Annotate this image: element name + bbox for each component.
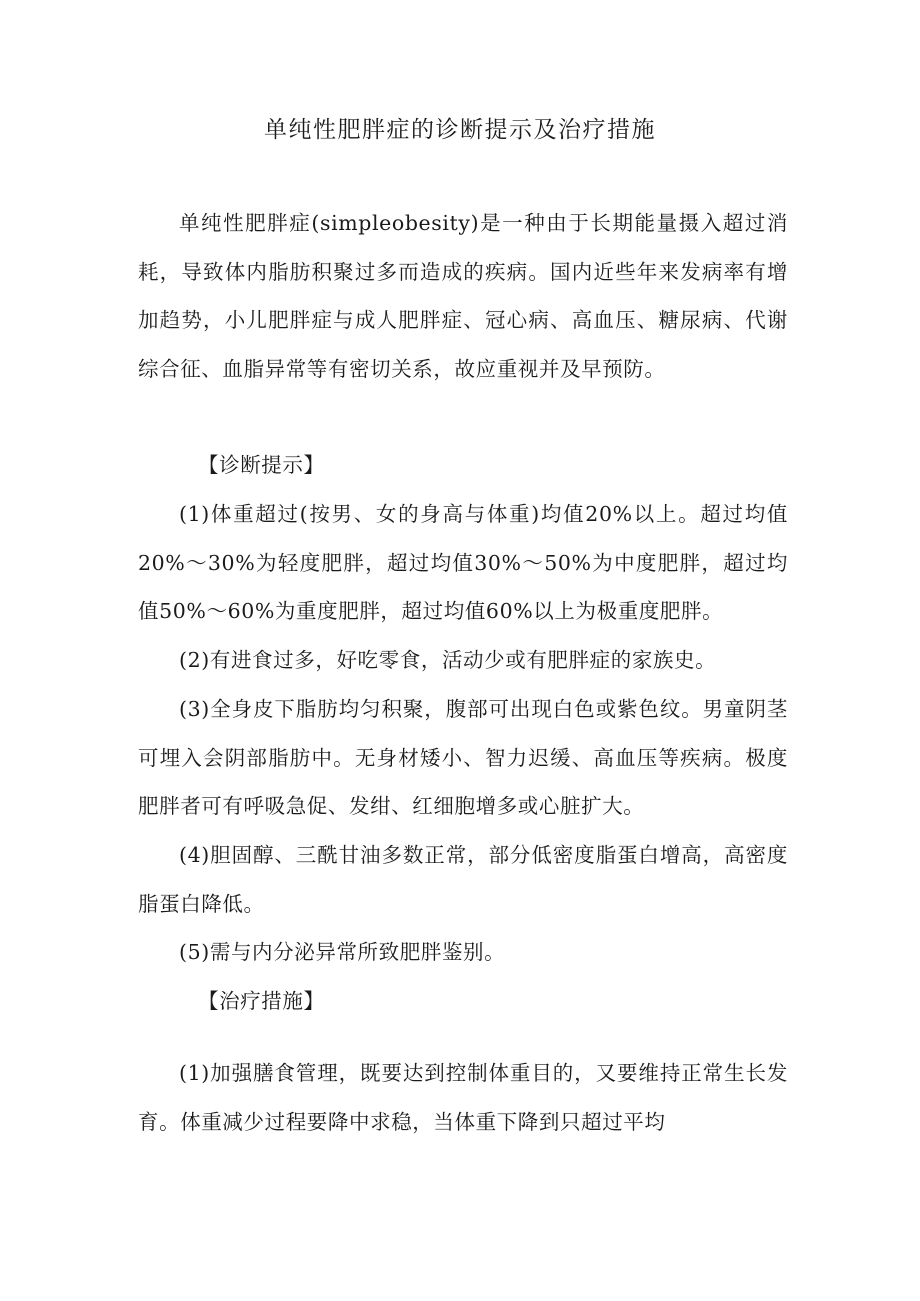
treatment-item-1: (1)加强膳食管理，既要达到控制体重目的，又要维持正常生长发育。体重减少过程要降中求稳，当体重下降到只超过平均 (138, 1061, 788, 1134)
diagnosis-heading: 【诊断提示】 (198, 453, 325, 477)
diagnosis-item-2: (2)有进食过多，好吃零食，活动少或有肥胖症的家族史。 (179, 648, 717, 672)
diagnosis-item-1: (1)体重超过(按男、女的身高与体重)均值20%以上。超过均值20%～30%为轻度肥胖，超过均值30%～50%为中度肥胖，超过均值50%～60%为重度肥胖，超过均值60%以上为极重度肥胖。 (138, 502, 788, 623)
intro-paragraph: 单纯性肥胖症(simpleobesity)是一种由于长期能量摄入超过消耗，导致体内脂肪积聚过多而造成的疾病。国内近些年来发病率有增加趋势，小儿肥胖症与成人肥胖症、冠心病、高血压、糖尿病、代谢综合征、血脂异常等有密切关系，故应重视并及早预防。 (138, 211, 788, 381)
diagnosis-item-4: (4)胆固醇、三酰甘油多数正常，部分低密度脂蛋白增高，高密度脂蛋白降低。 (138, 843, 788, 916)
diagnosis-item-5: (5)需与内分泌异常所致肥胖鉴别。 (179, 940, 506, 964)
document-title: 单纯性肥胖症的诊断提示及治疗措施 (264, 117, 656, 143)
treatment-heading: 【治疗措施】 (198, 989, 325, 1013)
diagnosis-item-3: (3)全身皮下脂肪均匀积聚，腹部可出现白色或紫色纹。男童阴茎可埋入会阴部脂肪中。无身材矮小、智力迟缓、高血压等疾病。极度肥胖者可有呼吸急促、发绀、红细胞增多或心脏扩大。 (138, 697, 788, 818)
